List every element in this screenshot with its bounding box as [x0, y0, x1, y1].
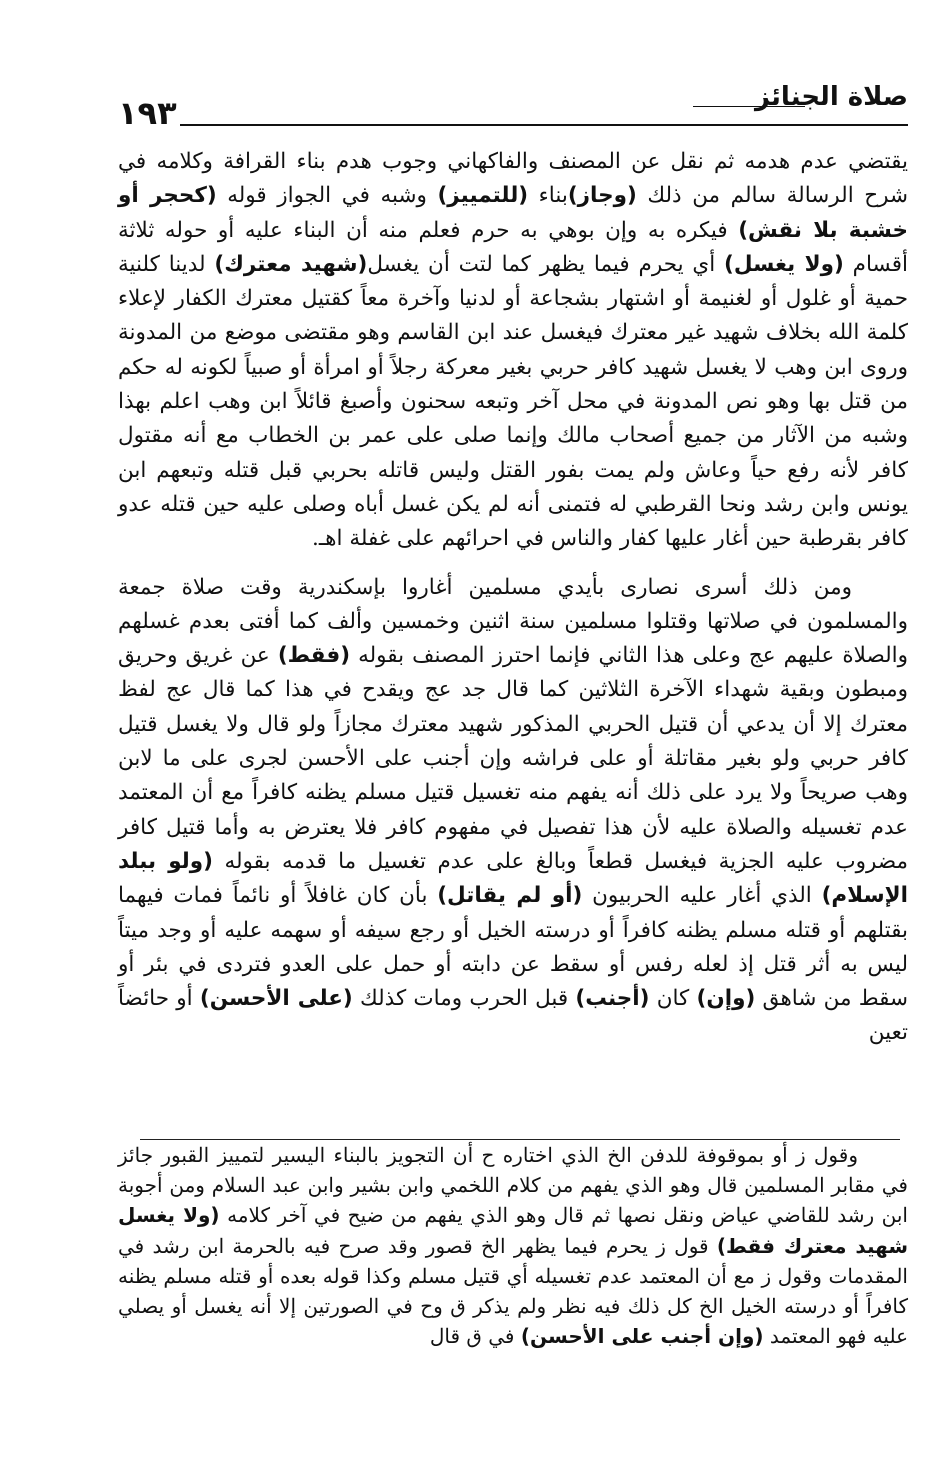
- bold-term: (أجنب): [575, 986, 650, 1012]
- bold-term: (ولو ببلد الإسلام): [118, 848, 908, 909]
- footnote-paragraph: [118, 1140, 908, 1351]
- text-run: كان: [649, 986, 697, 1012]
- text-run: الذي أغار عليه الحربيون: [582, 883, 822, 909]
- bold-term: (وإن): [696, 986, 756, 1012]
- bold-term: (ولا يغسل): [724, 251, 844, 277]
- paragraph-2: [118, 571, 908, 1051]
- text-run: يقتضي عدم هدمه ثم نقل عن المصنف والفاكهاني وجوب هدم بناء القرافة وكلامه في شرح الرسالة سالم من ذلك: [118, 149, 909, 209]
- bold-term: (شهيد معترك): [214, 251, 368, 277]
- page-header: [118, 78, 908, 138]
- text-run: وشبه في الجواز قوله: [216, 183, 438, 209]
- text-run: بأن كان غافلاً أو نائماً فمات فيهما بقتلهم أو قتله مسلم يظنه كافراً أو درسته الخيل أو رجع سيفه أو سهمه عليه أو وجد ميتاً ليس به أثر قتل إذ لعله رفس أو سقط عن دابته أو حمل على العدو فتردى في بئر أو سقط من شاهق: [118, 883, 909, 1012]
- header-rule: [180, 124, 908, 126]
- text-run: ومن ذلك أسرى نصارى بأيدي مسلمين أغاروا بإسكندرية وقت صلاة جمعة والمسلمون في صلاتها وقتلوا مسلمين سنة اثنين وخمسين وألف كما أفتى بعدم غسلهم والصلاة عليهم عج وعلى هذا الثاني فإنما احترز المصنف بقوله: [118, 574, 908, 669]
- bold-term: (أو لم يقاتل): [437, 883, 583, 909]
- footnote-text: [118, 1140, 908, 1351]
- text-run: في ق قال: [429, 1324, 521, 1349]
- chapter-title: صلاة الجنائز: [755, 82, 908, 112]
- bold-term: (وإن أجنب على الأحسن): [520, 1324, 764, 1349]
- text-run: قبل الحرب ومات كذلك: [352, 986, 576, 1012]
- bold-term: (ولا يغسل شهيد معترك فقط): [118, 1203, 908, 1258]
- text-run: فيكره به وإن بوهي به حرم فعلم منه أن البناء عليه أو حوله ثلاثة أقسام: [118, 217, 908, 277]
- bold-term: (وجاز): [567, 183, 637, 209]
- text-run: لدينا كلنية حمية أو غلول أو لغنيمة أو اشتهار بشجاعة أو لدنيا وآخرة معاً كقتيل معترك الكفار لإعلاء كلمة الله بخلاف شهيد غير معترك فيغسل عند ابن القاسم وهو مقتضى موضع من المدونة وروى ابن وهب لا يغسل شهيد كافر حربي بغير معركة رجلاً أو امرأة أو صبياً لكونه له حكم من قتل بها وهو نص المدونة في محل آخر وتبعه سحنون وأصبغ قائلاً ابن وهب اعلم بهذا وشبه من الآثار من جميع أصحاب مالك وإنما صلى على عمر بن الخطاب مع أنه مقتول كافر لأنه رفع حياً وعاش ولم يمت بفور القتل وليس قاتله بحربي قبل قتله وتبعهم ابن يونس وابن رشد ونحا القرطبي له فتمنى أنه لم يكن غسل أباه وصلى عليه حين قتله عدو كافر بقرطبة حين أغار عليها كفار والناس في احرائهم على غفلة اهـ.: [118, 251, 908, 552]
- text-run: بناء: [528, 183, 568, 209]
- bold-term: (فقط): [277, 643, 351, 669]
- main-text: [118, 145, 908, 1051]
- bold-term: (كحجر أو خشبة بلا نقش): [118, 183, 908, 243]
- bold-term: (على الأحسن): [199, 986, 353, 1012]
- text-run: وقول ز أو بموقوفة للدفن الخ الذي اختاره ح أن التجويز بالبناء اليسير لتمييز القبور جائز في مقابر المسلمين قال وهو الذي يفهم من كلام اللخمي وابن بشير وابن عبد السلام ومن أجوبة ابن رشد للقاضي عياض ونقل نصها ثم قال وهو الذي يفهم من ضيح في آخر كلامه: [118, 1143, 908, 1228]
- text-run: عن غريق وحريق ومبطون وبقية شهداء الآخرة الثلاثين كما قال جد عج ويقدح في هذا كما قال عج لفظ معترك إلا أن يدعي أن قتيل الحربي المذكور شهيد معترك مجازاً ولو قال ولا يغسل قتيل كافر حربي ولو بغير مقاتلة أو على فراشه وإن أجنب على الأحسن لجرى على ما لابن وهب صريحاً ولا يرد على ذلك أنه يفهم منه تغسيل قتيل مسلم يظنه كافراً مع أن المعتمد عدم تغسيله والصلاة عليه لأن هذا تفصيل في مفهوم كافر فلا يعترض به وأما قتيل كافر مضروب عليه الجزية فيغسل قطعاً وبالغ على عدم تغسيل ما قدمه بقوله: [118, 643, 909, 874]
- bold-term: (للتمييز): [437, 183, 529, 209]
- text-run: قول ز يحرم فيما يظهر الخ قصور وقد صرح فيه بالحرمة ابن رشد في المقدمات وقول ز مع أن المعتمد عدم تغسيله أي قتيل مسلم وكذا قوله بعده أو قتله مسلم يظنه كافراً أو درسته الخيل الخ كل ذلك فيه نظر ولم يذكر ق وح في الصورتين إلا أنه يغسل أو يصلي عليه فهو المعتمد: [118, 1233, 908, 1349]
- text-run: أي يحرم فيما يظهر كما لتت أن يغسل: [367, 251, 725, 277]
- paragraph-1: [118, 145, 908, 557]
- page-number: ١٩٣: [118, 94, 177, 132]
- text-run: أو حائضاً تعين: [118, 986, 908, 1046]
